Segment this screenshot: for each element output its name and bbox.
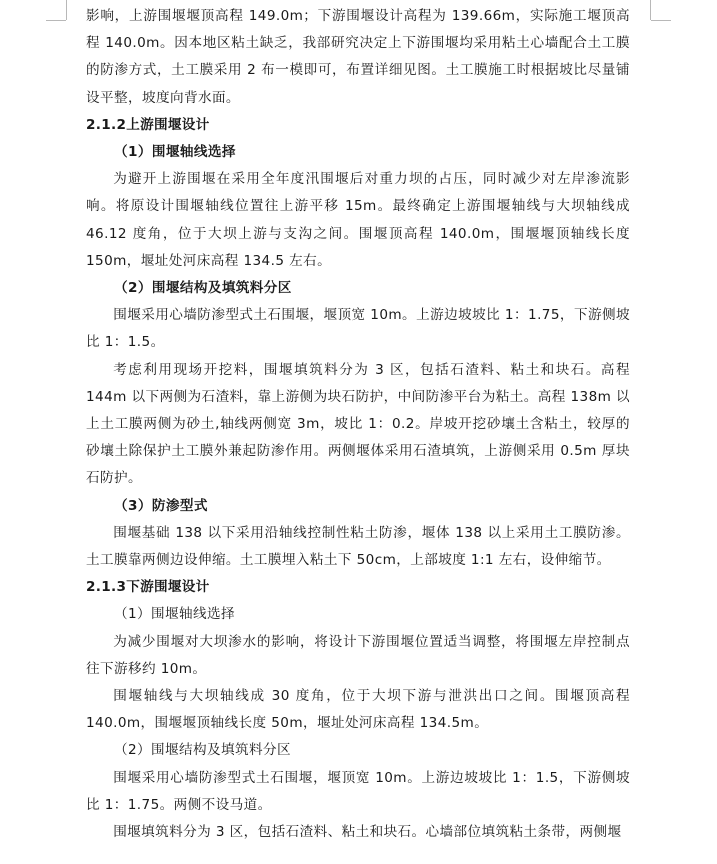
paragraph-downstream-axis-adjust: 为减少围堰对大坝渗水的影响，将设计下游围堰位置适当调整，将围堰左岸控制点往下游移约 10m。: [86, 633, 630, 677]
subheading-downstream-axis-selection: （1）围堰轴线选择: [114, 606, 235, 623]
document-body: [86, 3, 630, 846]
paragraph-upstream-fill-zones: 考虑利用现场开挖料，围堰填筑料分为 3 区，包括石渣料、粘土和块石。高程 144m 以下两侧为石渣料，靠上游侧为块石防护，中间防渗平台为粘土。高程 138m 以上土工膜两侧为砂土,轴线两侧宽 3m，坡比 1：0.2。岸坡开挖砂壤土含粘土，较厚的砂壤土除保护土工膜外兼起防渗作用。两侧堰体采用石渣填筑，上游侧采用 0.5m 厚块石防护。: [86, 361, 630, 487]
section-heading-upstream-cofferdam: 2.1.2上游围堰设计: [86, 116, 210, 133]
paragraph-downstream-fill-zones: 围堰填筑料分为 3 区，包括石渣料、粘土和块石。心墙部位填筑粘土条带，两侧堰: [113, 824, 622, 841]
paragraph-cofferdam-overview: 影响，上游围堰堰顶高程 149.0m；下游围堰设计高程为 139.66m，实际施工堰顶高程 140.0m。因本地区粘土缺乏，我部研究决定上下游围堰均采用粘土心墙配合土工膜的防渗方式，土工膜采用 2 布一模即可，布置详细见图。土工膜施工时根据坡比尽量铺设平整，坡度向背水面。: [86, 8, 630, 106]
subheading-upstream-axis-selection: （1）围堰轴线选择: [114, 144, 236, 161]
section-heading-downstream-cofferdam: 2.1.3下游围堰设计: [86, 579, 210, 596]
crop-mark-top-right-horizontal: [651, 20, 671, 21]
paragraph-downstream-axis-angle: 围堰轴线与大坝轴线成 30 度角，位于大坝下游与泄洪出口之间。围堰顶高程 140.0m，围堰堰顶轴线长度 50m，堰址处河床高程 134.5m。: [86, 688, 630, 732]
paragraph-downstream-structure: 围堰采用心墙防渗型式土石围堰，堰顶宽 10m。上游边坡坡比 1：1.5，下游侧坡比 1：1.75。两侧不设马道。: [86, 769, 630, 813]
subheading-upstream-seepage: （3）防渗型式: [114, 497, 208, 514]
paragraph-upstream-structure: 围堰采用心墙防渗型式土石围堰，堰顶宽 10m。上游边坡坡比 1：1.75，下游侧坡比 1：1.5。: [86, 307, 630, 351]
crop-mark-top-left-horizontal: [46, 20, 66, 21]
crop-mark-top-left-vertical: [66, 0, 67, 20]
paragraph-upstream-seepage: 围堰基础 138 以下采用沿轴线控制性粘土防渗，堰体 138 以上采用土工膜防渗。土工膜靠两侧边设伸缩。土工膜埋入粘土下 50cm，上部坡度 1:1 左右，设伸缩节。: [86, 524, 630, 569]
subheading-upstream-structure: （2）围堰结构及填筑料分区: [114, 280, 292, 297]
subheading-downstream-structure: （2）围堰结构及填筑料分区: [114, 742, 291, 759]
crop-mark-top-right-vertical: [650, 0, 651, 20]
paragraph-upstream-axis: 为避开上游围堰在采用全年度汛围堰后对重力坝的占压，同时减少对左岸渗流影响。将原设计围堰轴线位置往上游平移 15m。最终确定上游围堰轴线与大坝轴线成 46.12 度角，位于大坝上游与支沟之间。围堰顶高程 140.0m，围堰堰顶轴线长度 150m，堰址处河床高程 134.5 左右。: [86, 171, 630, 269]
